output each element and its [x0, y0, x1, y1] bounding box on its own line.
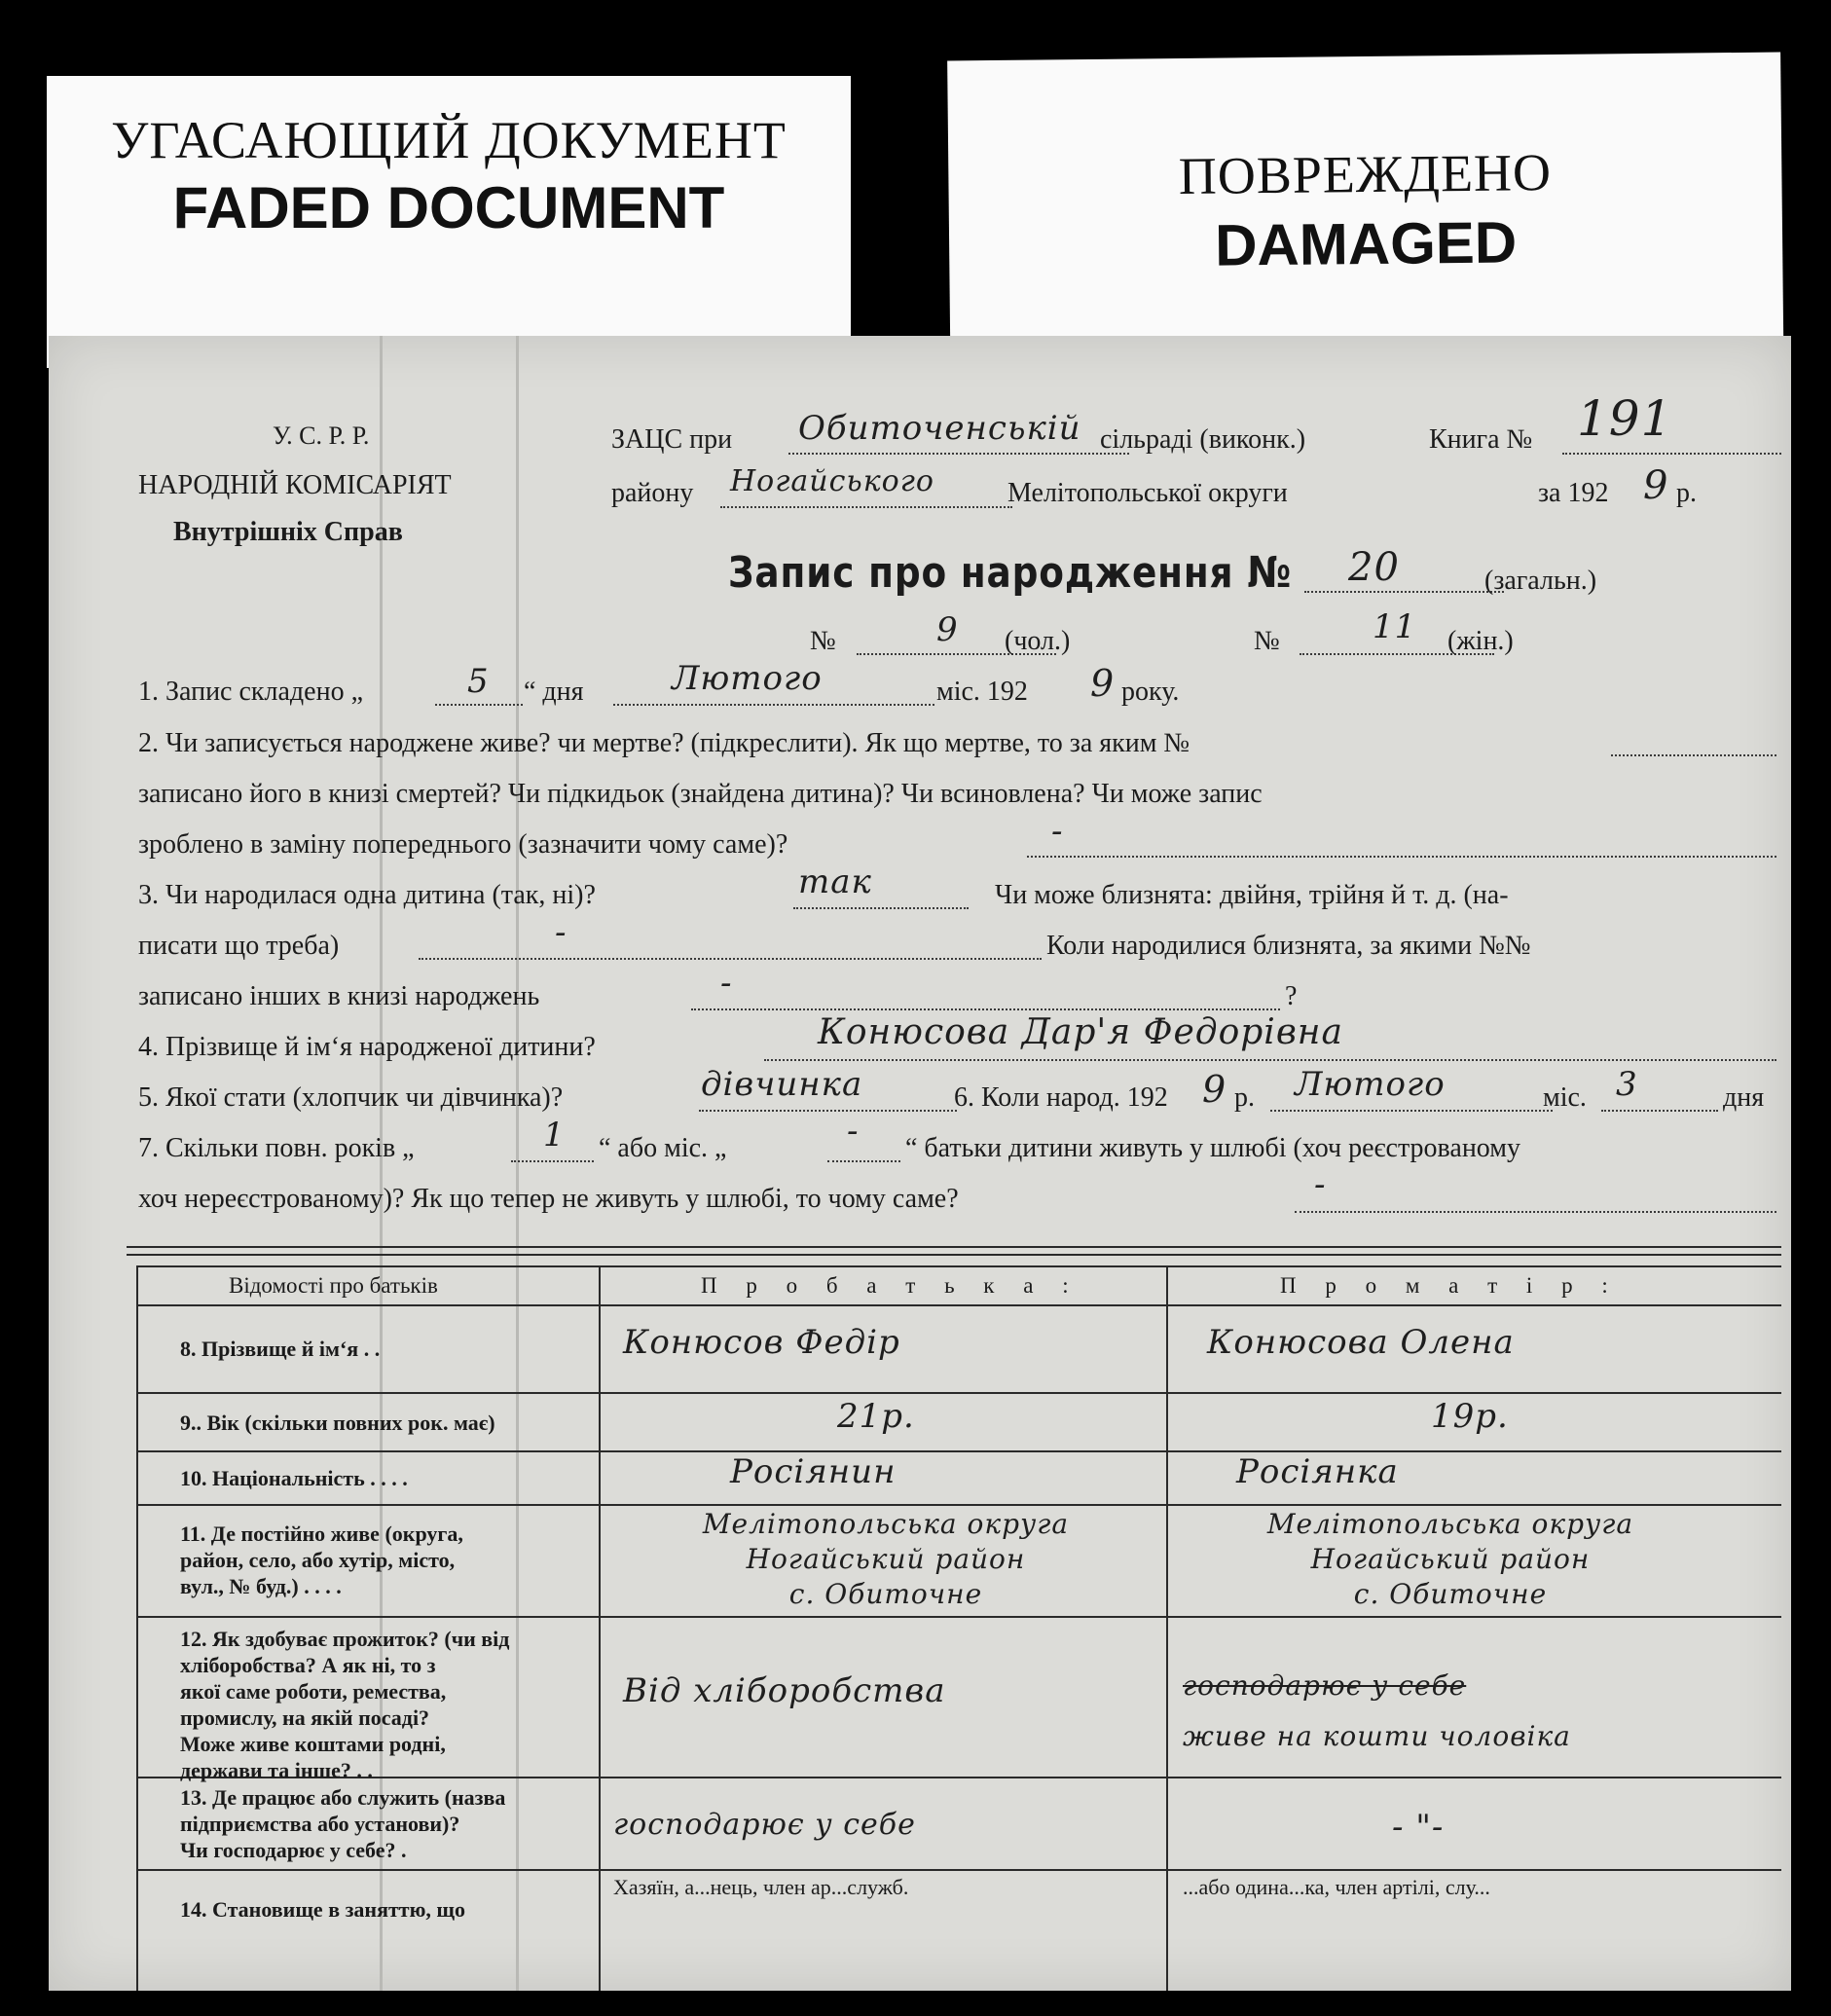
father-residence-handwritten: Мелітопольська округа Ногайський район с. Обиточне — [702, 1508, 1070, 1610]
female-number-handwritten: 11 — [1373, 607, 1417, 646]
damaged-label-english: DAMAGED — [1214, 209, 1518, 278]
father-nationality-handwritten: Росіянин — [730, 1452, 897, 1491]
q1-text-a: 1. Запис складено „ — [138, 677, 363, 707]
mother-livelihood-struck-handwritten: господарює у себе — [1183, 1669, 1467, 1702]
q7-years-handwritten: 1 — [543, 1116, 566, 1155]
dotted-line — [511, 1160, 594, 1162]
village-suffix: сільраді (виконк.) — [1100, 424, 1306, 455]
father-age-handwritten: 21р. — [837, 1397, 915, 1436]
table-rule — [599, 1265, 601, 1991]
q1-day-handwritten: 5 — [467, 662, 490, 701]
dotted-line — [419, 958, 1042, 960]
q7-line-1a: 7. Скільки повн. років „ — [138, 1133, 415, 1163]
zags-prefix: ЗАЦС при — [611, 424, 733, 455]
q1-year-handwritten: 9 — [1090, 662, 1116, 705]
dotted-line — [1601, 1110, 1718, 1112]
q7-line-1c: “ батьки дитини живуть у шлюбі (хоч реєстрованому — [905, 1133, 1520, 1163]
ministry-heading: Внутрішніх Справ — [173, 517, 403, 547]
dotted-line — [764, 1059, 1776, 1061]
q3-line-3: записано інших в книзі народжень — [138, 981, 540, 1011]
male-suffix: (чол.) — [1005, 626, 1071, 656]
dotted-line — [1295, 1211, 1776, 1213]
dotted-line — [1304, 591, 1504, 593]
dotted-line — [788, 453, 1129, 455]
table-rule — [136, 1869, 1781, 1871]
q5-text: 5. Якої стати (хлопчик чи дівчинка)? — [138, 1082, 564, 1113]
mother-name-handwritten: Конюсова Олена — [1207, 1323, 1515, 1362]
separator-rule — [127, 1246, 1781, 1248]
q3-line-1b: Чи може близнята: двійня, трійня й т. д. (на- — [995, 880, 1509, 910]
year-label: за 192 — [1538, 478, 1609, 508]
father-name-handwritten: Конюсов Федір — [623, 1323, 900, 1362]
q7-line-2-handwritten: - — [1314, 1165, 1327, 1204]
village-handwritten: Обиточенській — [798, 409, 1081, 448]
okrug-label: Мелітопольської округи — [1007, 478, 1288, 508]
district-prefix: району — [611, 478, 694, 508]
table-row-label: 9.. Вік (скільки повних рок. має) — [180, 1411, 495, 1435]
mother-age-handwritten: 19р. — [1431, 1397, 1509, 1436]
male-number-label: № — [810, 626, 836, 656]
total-label: (загальн.) — [1484, 566, 1597, 596]
ussr-heading: У. С. Р. Р. — [273, 422, 370, 450]
dotted-line — [613, 704, 934, 706]
dotted-line — [1270, 1110, 1553, 1112]
separator-rule — [127, 1254, 1781, 1256]
female-number-label: № — [1254, 626, 1280, 656]
q6-text-a: 6. Коли народ. 192 — [954, 1082, 1168, 1113]
father-status-printed: Хазяїн, а...нець, член ар...служб. — [613, 1875, 909, 1899]
mother-status-printed: ...або одина...ка, член артілі, слу... — [1183, 1875, 1490, 1899]
male-number-handwritten: 9 — [936, 610, 959, 649]
book-number-handwritten: 191 — [1577, 390, 1673, 447]
table-rule — [136, 1450, 1781, 1452]
q1-text-d: року. — [1121, 677, 1180, 707]
q3-line-3-end: ? — [1285, 981, 1298, 1011]
q6-day-handwritten: 3 — [1616, 1065, 1638, 1104]
dotted-line — [793, 907, 969, 909]
q3-line-2b: Коли народилися близнята, за якими №№ — [1046, 931, 1531, 961]
q1-month-handwritten: Лютого — [672, 659, 823, 698]
q2-line-2: записано його в книзі смертей? Чи підкидьок (знайдена дитина)? Чи всиновлена? Чи може запис — [138, 779, 1263, 809]
dotted-line — [720, 506, 1012, 508]
q3-line-2-handwritten: - — [555, 913, 568, 952]
dotted-line — [1027, 856, 1776, 858]
dotted-line — [1611, 754, 1776, 756]
q4-handwritten: Конюсова Дар'я Федорівна — [818, 1012, 1343, 1052]
q3-handwritten: так — [798, 862, 872, 901]
dotted-line — [691, 1008, 1280, 1010]
q7-line-1b: “ або міс. „ — [599, 1133, 727, 1163]
birth-record-sheet — [49, 336, 1791, 1991]
commissariat-heading: НАРОДНІЙ КОМІСАРІЯТ — [138, 470, 452, 500]
mother-livelihood-handwritten: живе на кошти чоловіка — [1183, 1720, 1571, 1752]
q1-text-b: “ дня — [524, 677, 584, 707]
q7-months-handwritten: - — [847, 1112, 860, 1151]
faded-document-label — [47, 76, 851, 368]
q2-handwritten: - — [1051, 812, 1064, 851]
table-row-label: 10. Національність . . . . — [180, 1466, 408, 1490]
record-title: Запис про народження № — [728, 548, 1293, 598]
q6-month-handwritten: Лютого — [1295, 1065, 1446, 1104]
table-rule — [136, 1304, 1781, 1306]
table-row-label: 12. Як здобуває прожиток? (чи від хліборобства? А як ні, то з якої саме роботи, ремества, промислу, на якій посаді? Може живе коштами родні, держави та інше? . . — [180, 1627, 510, 1782]
mother-residence-handwritten: Мелітопольська округа Ногайський район с. Обиточне — [1266, 1508, 1634, 1610]
q6-year-handwritten: 9 — [1202, 1068, 1227, 1111]
q3-line-1a: 3. Чи народилася одна дитина (так, ні)? — [138, 880, 596, 910]
q4-text: 4. Прізвище й ім‘я народженої дитини? — [138, 1032, 596, 1062]
year-suffix: р. — [1676, 478, 1697, 508]
dotted-line — [1562, 453, 1781, 455]
father-workplace-handwritten: господарює у себе — [613, 1808, 916, 1842]
q3-line-3-handwritten: - — [720, 964, 733, 1003]
table-rule — [136, 1392, 1781, 1394]
mother-workplace-handwritten: - "- — [1392, 1808, 1445, 1847]
table-rule — [136, 1265, 1781, 1267]
district-handwritten: Ногайського — [730, 464, 934, 498]
faded-label-russian: УГАСАЮЩИЙ ДОКУМЕНТ — [111, 111, 787, 169]
female-suffix: (жін.) — [1447, 626, 1514, 656]
column-header-mother: П р о м а т і р : — [1280, 1273, 1620, 1298]
q2-line-1: 2. Чи записується народжене живе? чи мертве? (підкреслити). Як що мертве, то за яким № — [138, 728, 1190, 758]
table-rule — [136, 1265, 138, 1991]
table-rule — [136, 1504, 1781, 1506]
table-row-label: 14. Становище в заняттю, що — [180, 1897, 465, 1922]
damaged-label-russian: ПОВРЕЖДЕНО — [1178, 142, 1553, 206]
dotted-line — [827, 1160, 900, 1162]
mother-nationality-handwritten: Росіянка — [1236, 1452, 1399, 1491]
faded-label-english: FADED DOCUMENT — [172, 175, 725, 240]
parents-table — [136, 1265, 1781, 1991]
q2-line-3: зроблено в заміну попереднього (зазначити чому саме)? — [138, 829, 788, 860]
q5-handwritten: дівчинка — [701, 1065, 863, 1104]
q6-text-b: р. — [1234, 1082, 1255, 1113]
q3-line-2a: писати що треба) — [138, 931, 340, 961]
table-rule — [136, 1616, 1781, 1618]
father-livelihood-handwritten: Від хліборобства — [623, 1671, 946, 1710]
q6-text-c: міс. — [1543, 1082, 1587, 1113]
total-number-handwritten: 20 — [1348, 545, 1400, 590]
dotted-line — [699, 1110, 957, 1112]
table-row-label: 8. Прізвище й ім‘я . . — [180, 1337, 381, 1361]
table-row-label: 11. Де постійно живе (округа, район, село, або хутір, місто, вул., № буд.) . . . . — [180, 1521, 463, 1598]
dotted-line — [435, 704, 523, 706]
table-rule — [1166, 1265, 1168, 1991]
book-label: Книга № — [1429, 424, 1533, 455]
q1-text-c: міс. 192 — [936, 677, 1028, 707]
year-handwritten: 9 — [1643, 463, 1669, 508]
q6-text-d: дня — [1723, 1082, 1765, 1113]
q7-line-2: хоч нереєстрованому)? Як що тепер не живуть у шлюбі, то чому саме? — [138, 1184, 959, 1214]
column-header-info: Відомості про батьків — [229, 1273, 438, 1298]
table-row-label: 13. Де працює або служить (назва підприємства або установи)? Чи господарює у себе? . — [180, 1785, 506, 1862]
column-header-father: П р о б а т ь к а : — [701, 1273, 1080, 1298]
